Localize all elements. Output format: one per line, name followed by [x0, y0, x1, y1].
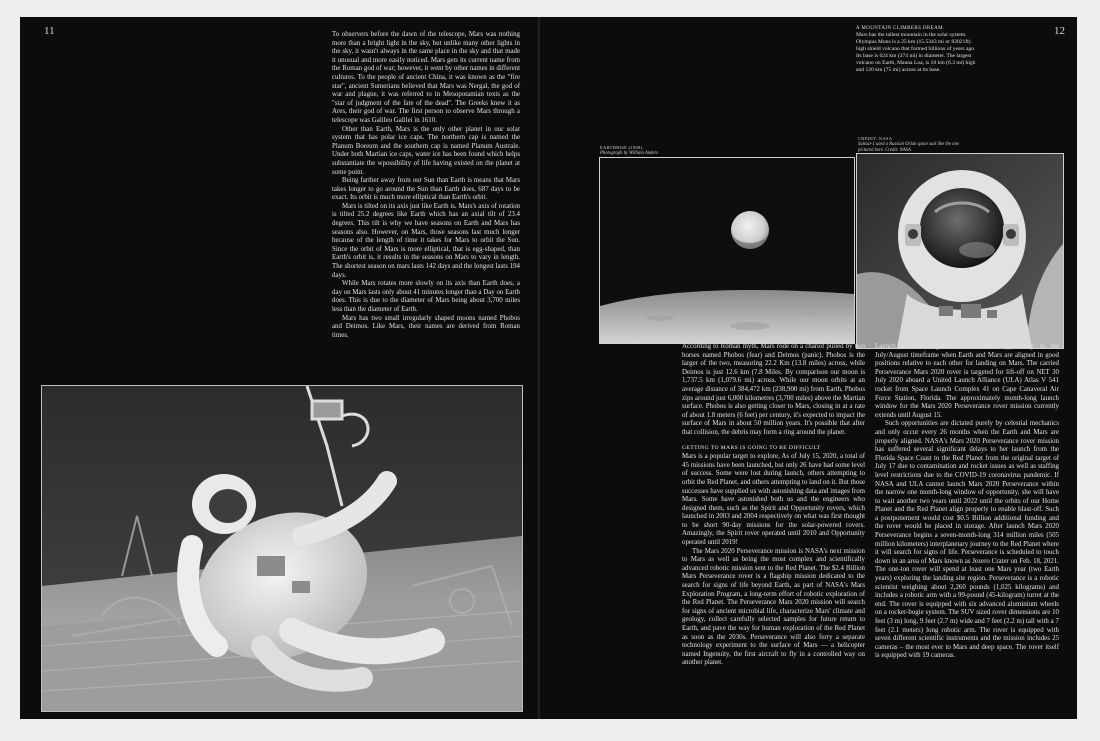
astronaut-caption	[858, 136, 968, 153]
earthrise-caption	[600, 145, 710, 157]
paragraph: Other than Earth, Mars is the only other planet in our solar system that has polar ice caps. The northern cap is named the Planum Boreum and the southern cap is named Planum Australe. Under both Martian ice caps, water ice has been found which helps substantiate the wpossibility of life having existed on the planet at some point.	[332, 125, 520, 176]
paragraph: Being farther away from our Sun than Earth is means that Mars takes longer to go around the Sun than Earth does, 687 days to be exact. Its orbit is much more elliptical than Earth's orbit.	[332, 177, 520, 202]
caption-title: EARTHRISE (1968),	[600, 145, 644, 150]
right-article-column	[875, 343, 1059, 661]
paragraph: While Mars rotates more slowly on its axis than Earth does, a day on Mars lasts only about 41 minutes longer than a Day on Earth does. This is due to the diameter of Mars being about 3,700 miles less than the diameter of Earth.	[332, 280, 520, 313]
page-number-right: 12	[1054, 25, 1065, 37]
sidebar-text: Mars has the tallest mountain in the solar system. Olympus Mons is a 25 km (15.5343 mi or 82021ft) high shield volcano that formed billions of years ago. Its base is 624 km (374 mi) in diameter. The largest volcano on Earth, Mauna Loa, is 10 km (6.3 mi) high and 120 km (75 mi) across at its base.	[856, 32, 976, 73]
paragraph: Such opportunities are dictated purely by celestial mechanics and only occur every 26 months when the Earth and Mars are properly aligned. NASA's Mars 2020 Perseverance rover mission has suffered several significant delays to her launch from the Florida Space Coast to the Red Planet from the original target of July 17 due to contamination and rocket issues as well as staffing level restrictions due to the COVID-19 coronavirus pandemic. If NASA and ULA cannot launch Mars 2020 Perseverance within the narrow one month-long window of opportunity, she will have to wait another two years until 2022 until the orbits of our Home Planet and the Red Planet align properly to enable blast-off. Such a postponement would cost $0.5 Billion additional funding and the rover would be placed in storage. After launch Mars 2020 Perseverance begins a seven-month-long 314 million miles (505 million kilometers) interplanetary journey to the Red Planet where it will search for signs of life. Perseverance is scheduled to touch down in an area of Mars known as Jezero Crater on Feb. 18, 2021. The one-ton rover will spend at least one Mars year (two Earth years) exploring the landing site region. Perseverance is a robotic scientist weighing about 2,260 pounds (1,025 kilograms) and includes a robotic arm with a 99-pound (45-kilogram) turret at the end. The rover is equipped with six advanced aluminium wheels on a rocker-bogie system. The SUV sized rover dimensions are 10 feet (3 m) long, 9 feet (2.7 m) wide and 7 feet (2.2 m) tall with a 7 feet (2.1 meters) long robotic arm. The rover is equipped with seven different scientific instruments and the mission includes 25 cameras – the most ever to Mars and deep space. The rover itself is equipped with 19 cameras.	[875, 420, 1059, 660]
left-page	[20, 17, 538, 719]
page-number-left: 11	[44, 25, 55, 37]
astronaut-helmet-photo	[856, 153, 1064, 349]
paragraph: Launch is now targeted for a launch opportunity in the July/August timeframe when Earth and Mars are aligned in good positions relative to each other for landing on Mars. The carried Perseverance Mars 2020 rover is targeted for lift-off on NET 30 July 2020 aboard a United Launch Alliance (ULA) Atlas V 541 rocket from Space Launch Complex 41 on Cape Canaveral Air Force Station, Florida. The approximately month-long launch window for the Mars 2020 Perseverance rover mission currently extends until August 15.	[875, 343, 1059, 419]
right-page	[542, 17, 1077, 719]
mountain-sidebar	[856, 25, 980, 74]
paragraph: To observers before the dawn of the telescope, Mars was nothing more than a bright light in the sky, but unlike many other lights in the sky, it wasn't always in the same place in the sky and that made it unusual and more easily noticed. Mars gets its current name from the Roman god of war; however, it went by other names in different cultures. To the people of ancient China, it was known as the "fire star", ancient Sumerians believed that Mars was Nergal, the god of war and plague, it was referred to in Mesopotamian texts as the "star of judgment of the fate of the dead". The Greeks knew it as Ares, their god of war. The first person to observe Mars through a telescope was Galileo Galilei in 1610.	[332, 31, 520, 124]
caption-title: CREDIT: NASA	[858, 136, 893, 141]
paragraph: According to Roman myth, Mars rode on a chariot pulled by two horses named Phobos (fear) and Deimos (panic). Phobos is the larger of the two, measuring 22.2 Km (13.8 miles) across, while Deimos is just 12.6 km (7.8 Miles. By comparison our moon is 1,737.5 km (1,079.6 mi) across. While our moon orbits at an average distance of 384,472 km (238,900 mi) from Earth, Phobos zips around just 6,000 kilometres (3,700 miles) above the Martian surface. Phobos is also getting closer to Mars, closing in at a rate of about 1.8 meters (6 feet) per century, it's expected to impact the surface of Mars in about 50 million years. It's possible that after that collision, the debris may form a ring around the planet.	[682, 343, 865, 436]
left-article-column	[332, 31, 520, 340]
spacewalk-photo	[41, 385, 523, 712]
paragraph: Mars is tilted on its axis just like Earth is. Mars's axis of rotation is tilted 25.2 degrees like Earth which has an axial tilt of 23.4 degrees. This tilt is why we have seasons on Earth and Mars has seasons also. However, on Mars, those seasons last much longer because of the length of time it takes for Mars to orbit the Sun. Since the orbit of Mars is more elliptical, that is egg-shaped, than Earth's orbit is, it results in the seasons on Mars to vary in length. The shortest season on mars lasts 142 days and the longest lasts 194 days.	[332, 202, 520, 279]
sidebar-title: A MOUNTAIN CLIMBERS DREAM.	[856, 26, 945, 31]
section-heading: GETTING TO MARS IS GOING TO BE DIFFICULT	[682, 444, 821, 451]
earthrise-photo	[599, 157, 855, 344]
caption-credit: Suitsat-1 used a Russian Orlan space suit like the one pictured here. Credit: NASA	[858, 141, 959, 153]
caption-credit: Photograph by William Anders	[600, 150, 659, 156]
paragraph: Mars is a popular target to explore, As of July 15, 2020, a total of 45 missions have been launched, but only 26 have had some level of success. Some were lost during launch, others attempting to orbit the Red Planet, and others attempting to land on it. But those successes have supplied us with astonishing data and images from Mars. Some have astonished both us and the engineers who designed them, such as the Spirit and Opportunity rovers, which launched in 2003 and 2004 respectively on what was first thought to be short 90-day missions for the solar-powered rovers. Amazingly, the Spirit rover operated until 2010 and Opportunity operated until 2019!	[682, 453, 865, 547]
middle-article-column	[682, 343, 865, 668]
paragraph: Mars has two small irregularly shaped moons named Phobos and Deimos. Like Mars, their names are derived from Roman times.	[332, 314, 520, 339]
paragraph: The Mars 2020 Perseverance mission is NASA's next mission to Mars as well as being the most complex and scientifically advanced robotic mission sent to the Red Planet. The $2.4 Billion Mars Perseverance rover is a flagship mission dedicated to the search for signs of life beyond Earth, as part of NASA's Mars Exploration Program, a long-term effort of robotic exploration of the Red Planet. The Perseverance Mars 2020 mission will search for signs of ancient microbial life, characterize Mars' climate and geology, collect carefully selected samples for future return to Earth, and pave the way for human exploration of the Red Planet as soon as the 2030s. Perseverance will also ferry a separate technology experiment to the surface of Mars — a helicopter named Ingenuity, the first aircraft to fly in a controlled way on another planet.	[682, 547, 865, 667]
